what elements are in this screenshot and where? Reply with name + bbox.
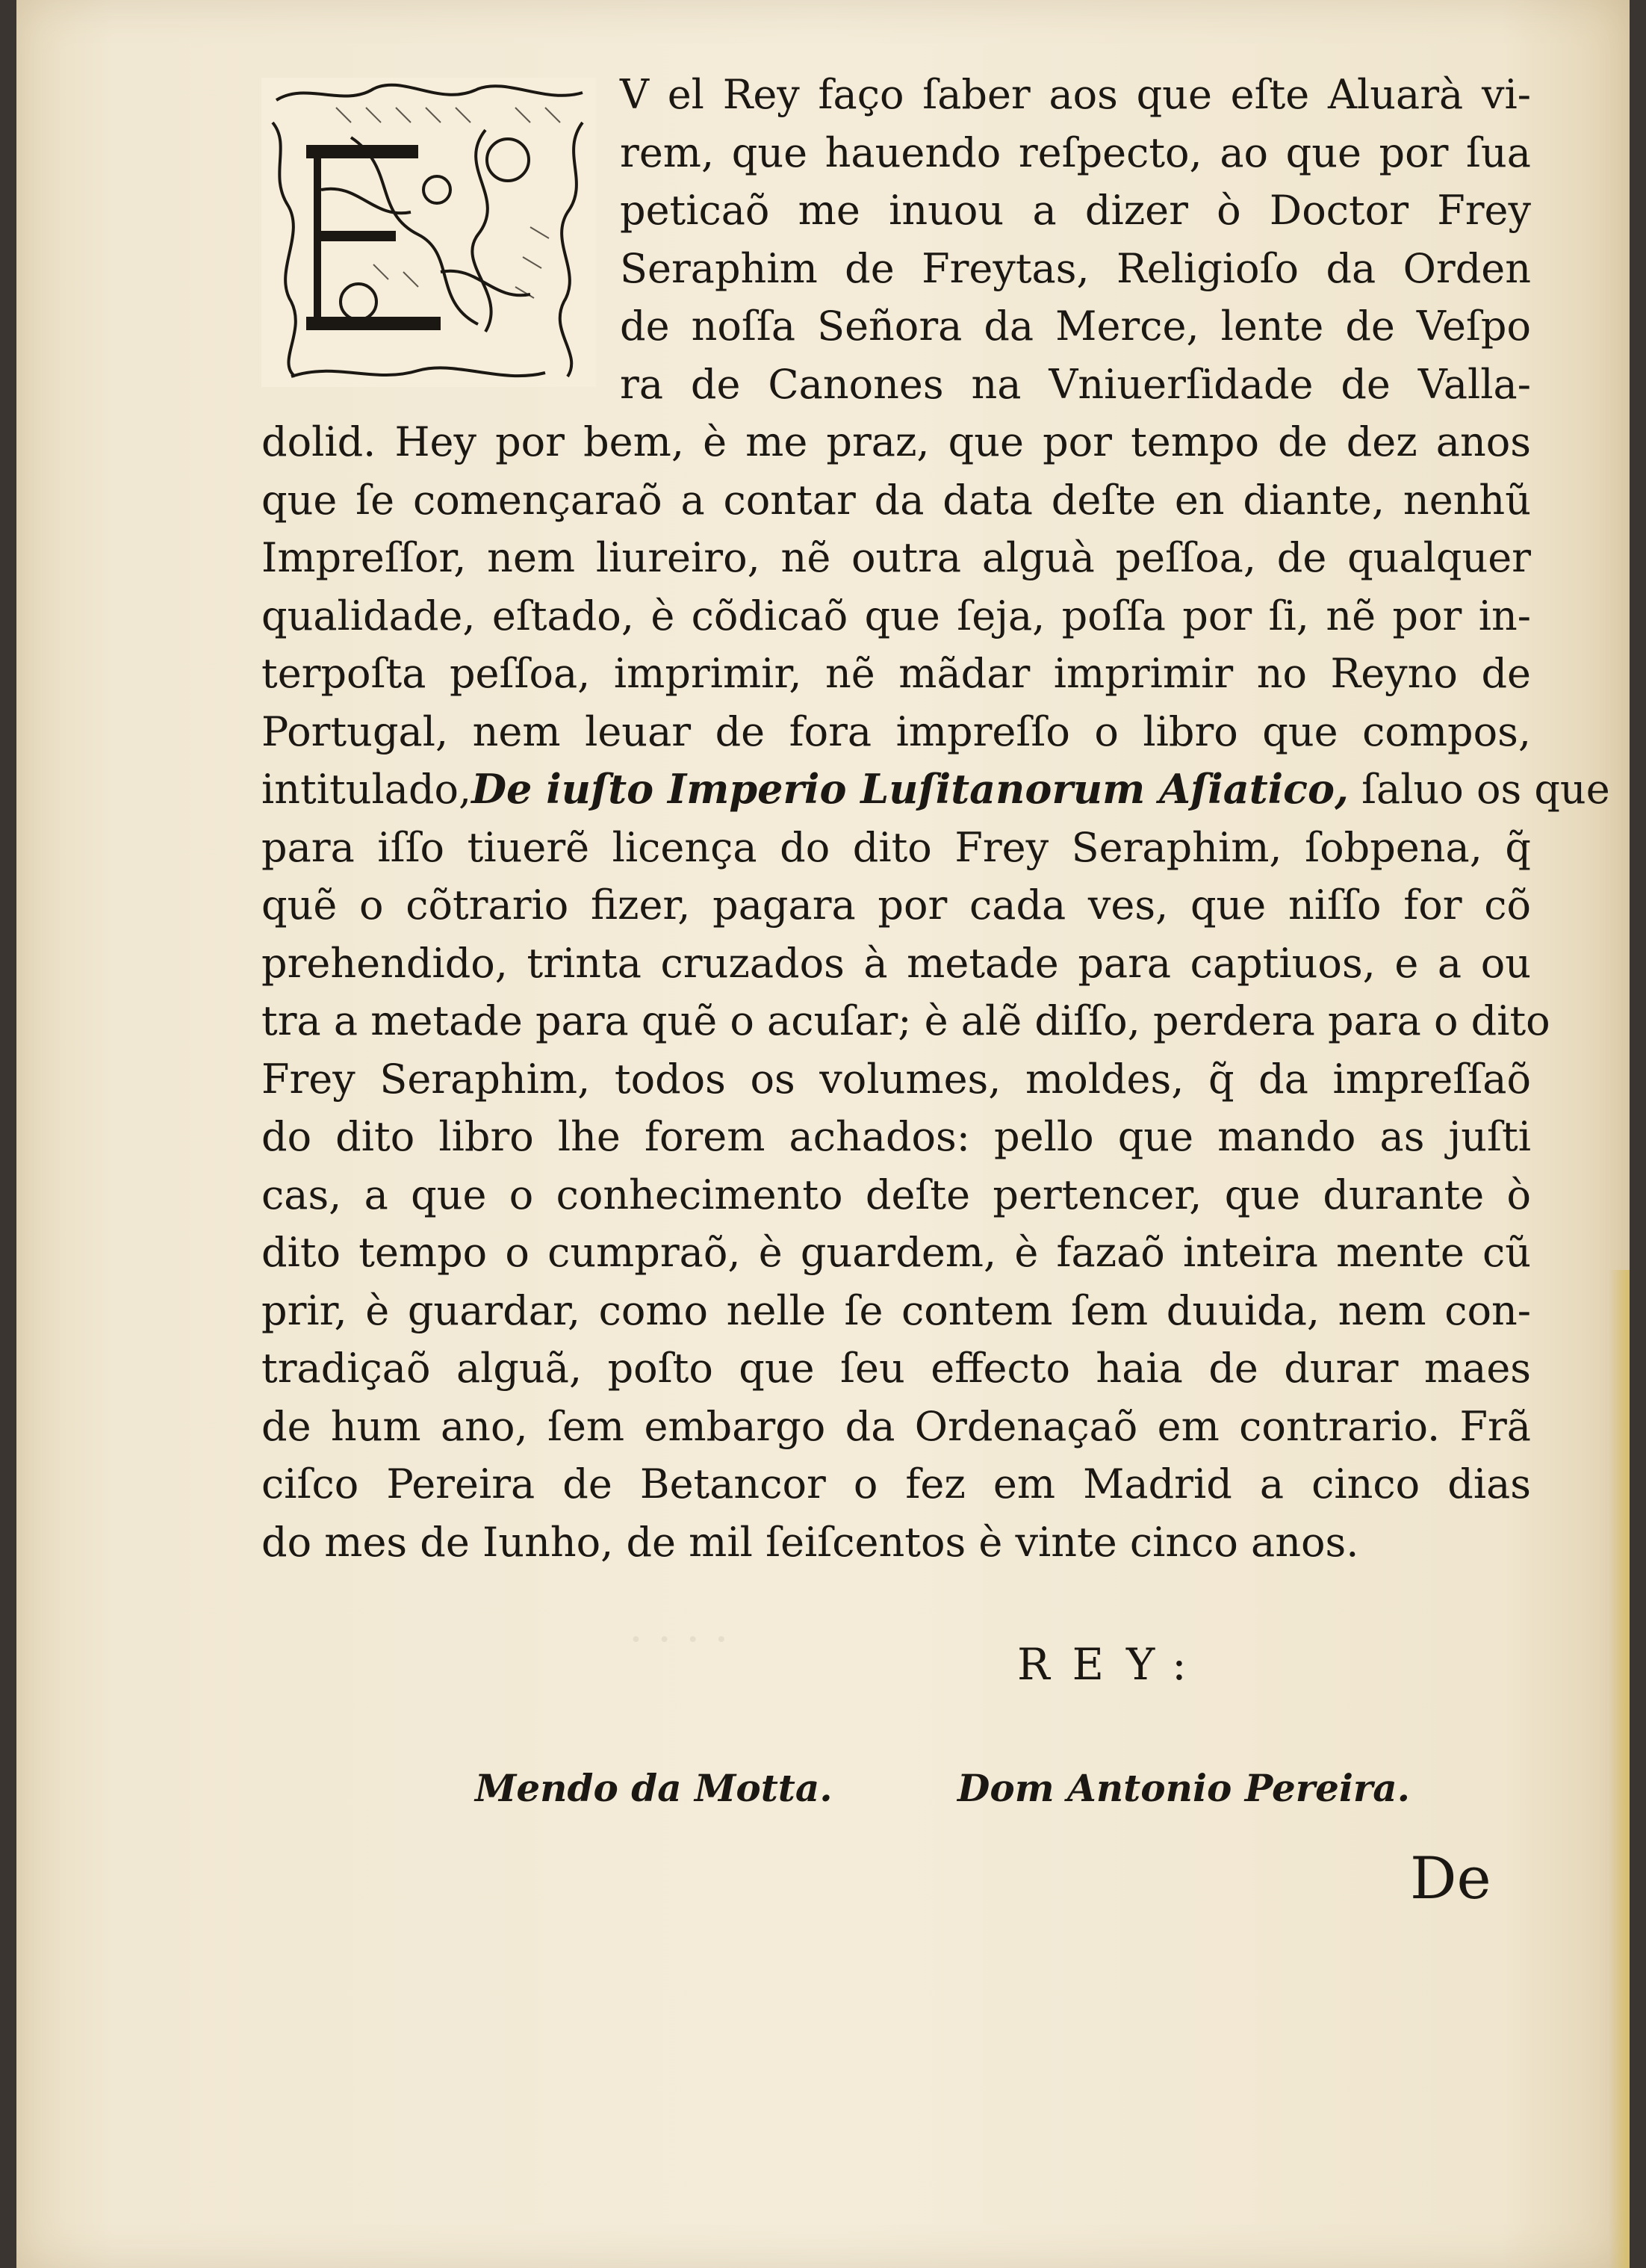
signature-left: Mendo da Motta.	[475, 1766, 833, 1810]
show-through-text: · · · ·	[629, 1614, 729, 1666]
signature-right: Dom Antonio Pereira.	[957, 1766, 1411, 1810]
text-line-last: do mes de Iunho, de mil ſeiſcentos è vinte cinco anos.	[261, 1518, 1359, 1566]
text-line: Seraphim de Freytas, Religioſo da Orden	[620, 244, 1531, 292]
title-prefix: intitulado,	[261, 766, 472, 813]
text-line: Impreſſor, nem liureiro, nẽ outra alguà peſſoa, de qualquer	[261, 534, 1531, 581]
text-line: qualidade, eſtado, è cõdicaõ que ſeja, poſſa por ſi, nẽ por in-	[261, 592, 1531, 639]
text-line: prehendido, trinta cruzados à metade para captiuos, e a ou	[261, 939, 1531, 987]
text-line: Portugal, nem leuar de fora impreſſo o libro que compos,	[261, 707, 1531, 755]
catchword: De	[1410, 1845, 1491, 1912]
text-line: V el Rey faço ſaber aos que eſte Aluarà vi-	[620, 71, 1531, 118]
rey-signature: REY:	[1017, 1639, 1209, 1690]
book-title: De iuſto Imperio Luſitanorum Aſiatico,	[471, 765, 1349, 813]
text-line: ciſco Pereira de Betancor o fez em Madrid a cinco dias	[261, 1460, 1531, 1508]
alvara-text	[261, 66, 1610, 1605]
text-line: para iſſo tiuerẽ licença do dito Frey Seraphim, ſobpena, q̃	[261, 823, 1531, 871]
text-line: rem, que hauendo reſpecto, ao que por ſua	[620, 128, 1531, 176]
text-line: cas, a que o conhecimento deſte pertencer, que durante ò	[261, 1171, 1531, 1218]
text-line: Frey Seraphim, todos os volumes, moldes, q̃ da impreſſaõ	[261, 1055, 1531, 1103]
text-line: prir, è guardar, como nelle ſe contem ſem duuida, nem con-	[261, 1286, 1531, 1334]
text-line: de noſſa Señora da Merce, lente de Veſpo	[620, 303, 1531, 350]
page-edge-gilt	[1609, 1270, 1630, 2268]
text-line: que ſe començaraõ a contar da data deſte en diante, nenhũ	[261, 476, 1531, 524]
text-line: do dito libro lhe forem achados: pello que mando as juſti	[261, 1113, 1531, 1160]
text-line: terpoſta peſſoa, imprimir, nẽ mãdar imprimir no Reyno de	[261, 650, 1531, 697]
text-line: ra de Canones na Vniuerſidade de Valla-	[620, 360, 1531, 408]
text-line: tradiçaõ alguã, poſto que ſeu effecto haia de durar maes	[261, 1345, 1531, 1392]
decorated-initial-e-woodcut	[261, 78, 596, 387]
text-line: quẽ o cõtrario fizer, pagara por cada ves, que niſſo for cõ	[261, 882, 1531, 929]
document-page	[16, 0, 1630, 2268]
text-line: peticaõ me inuou a dizer ò Doctor Frey	[620, 187, 1531, 234]
text-line-title	[261, 760, 1610, 819]
text-line: dolid. Hey por bem, è me praz, que por tempo de dez anos	[261, 418, 1531, 465]
text-line: dito tempo o cumpraõ, è guardem, è fazaõ inteira mente cũ	[261, 1229, 1531, 1276]
title-suffix: ſaluo os que	[1361, 766, 1610, 813]
text-line: de hum ano, ſem embargo da Ordenaçaõ em contrario. Frã	[261, 1402, 1531, 1450]
text-line: tra a metade para quẽ o acuſar; è alẽ diſſo, perdera para o dito	[261, 997, 1550, 1044]
